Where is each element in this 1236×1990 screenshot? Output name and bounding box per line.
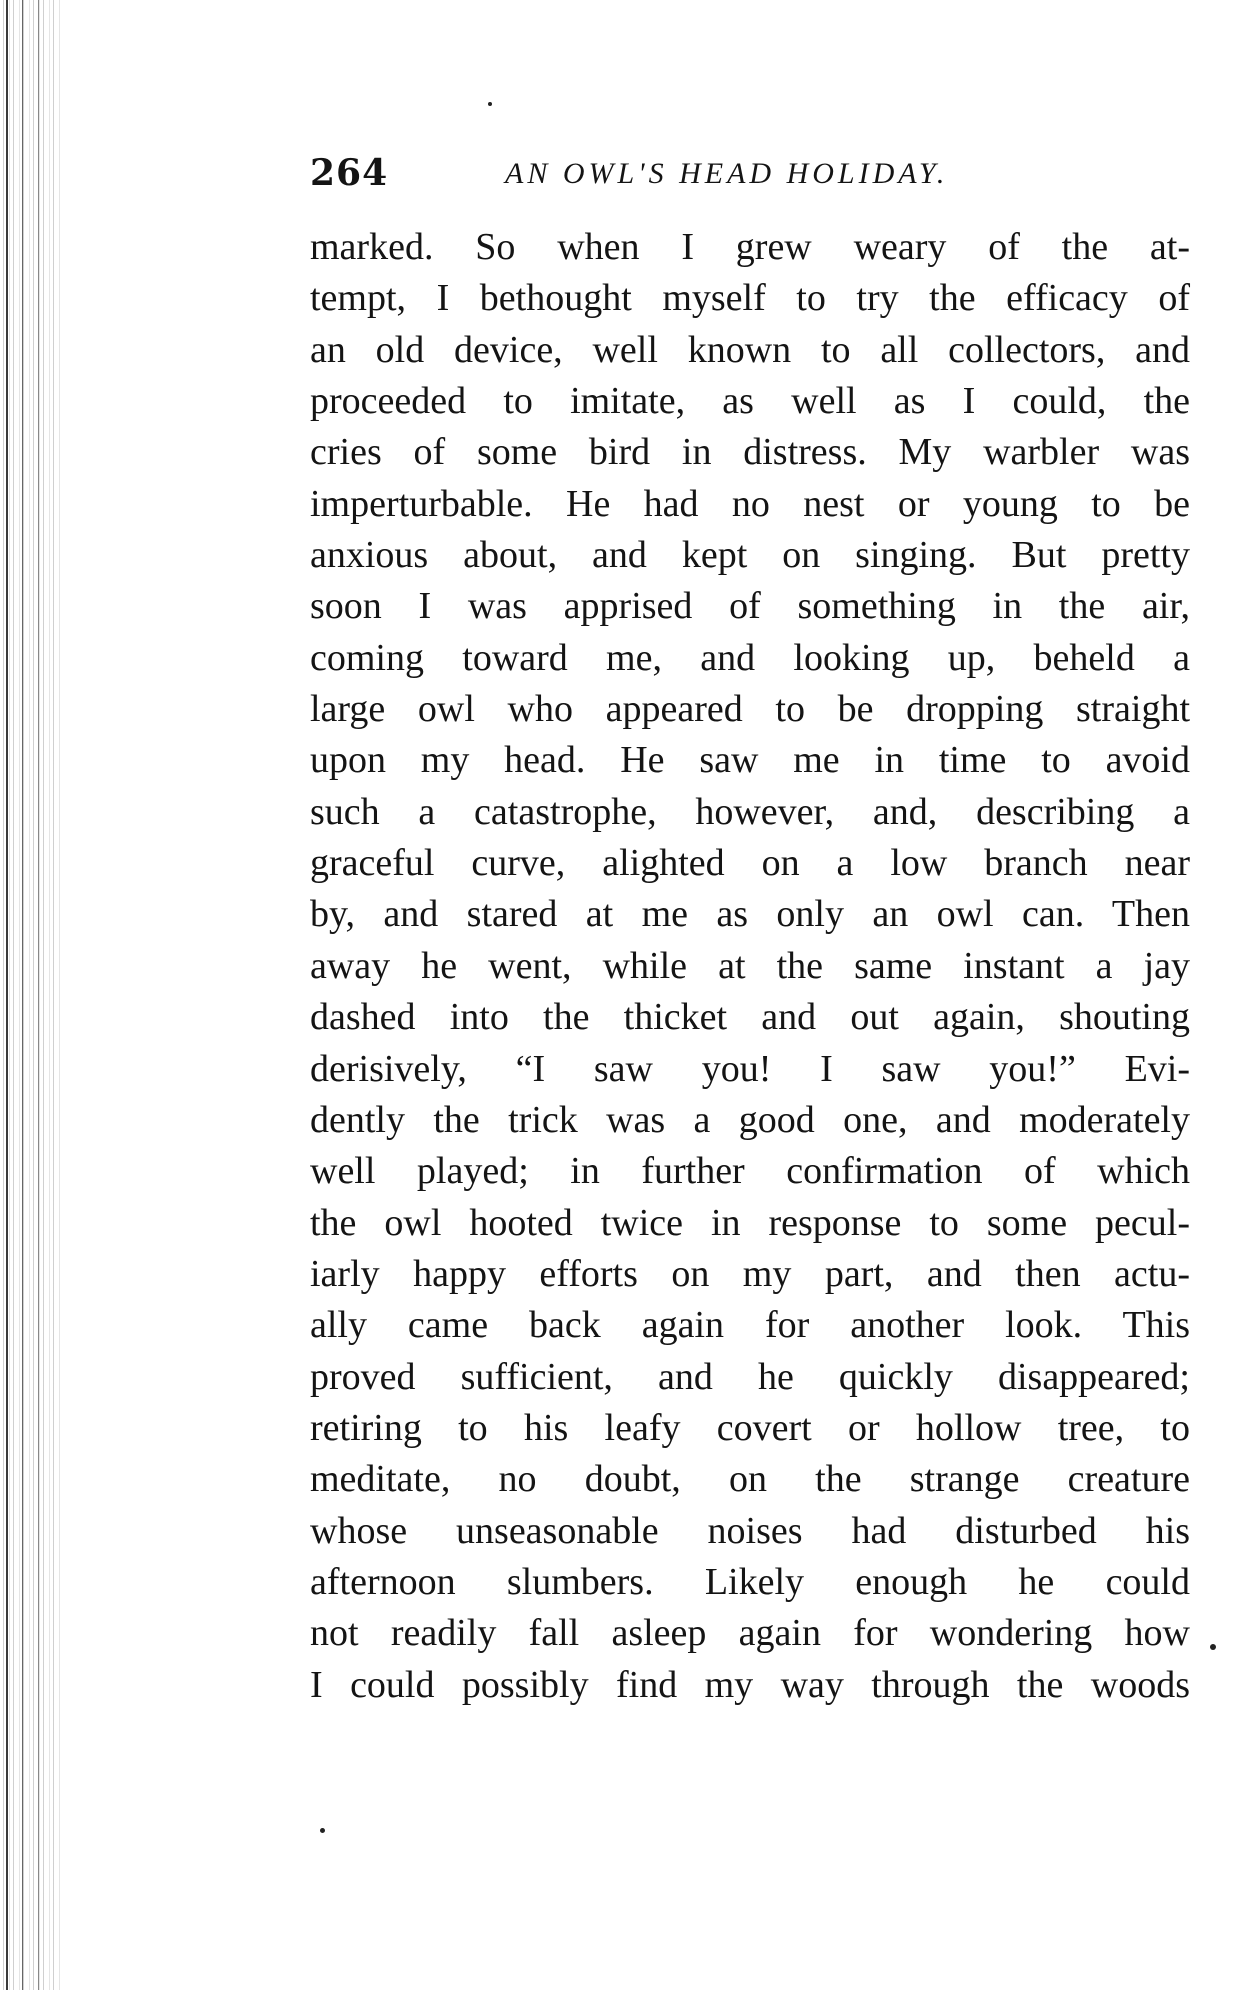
text-line: dashed into the thicket and out again, shouting [310, 996, 1190, 1039]
text-line: derisively, “I saw you! I saw you!” Evi- [310, 1047, 1190, 1090]
print-speck [320, 1828, 325, 1833]
text-line: marked. So when I grew weary of the at- [310, 226, 1190, 268]
text-line: upon my head. He saw me in time to avoid [310, 739, 1190, 782]
text-line: by, and stared at me as only an owl can. Then [310, 893, 1190, 936]
print-speck [488, 102, 492, 106]
text-line: proved sufficient, and he quickly disappeared; [310, 1355, 1190, 1398]
text-line: not readily fall asleep again for wondering how [310, 1612, 1190, 1655]
text-line: cries of some bird in distress. My warbler was [310, 431, 1190, 474]
binding-edge-line [22, 0, 23, 1990]
text-line: away he went, while at the same instant a jay [310, 944, 1190, 987]
binding-edge-line [6, 0, 8, 1990]
text-line: dently the trick was a good one, and moderately [310, 1098, 1190, 1141]
text-line: afternoon slumbers. Likely enough he could [310, 1560, 1190, 1603]
body-text [310, 222, 1190, 1711]
text-line: coming toward me, and looking up, beheld a [310, 636, 1190, 679]
text-line: proceeded to imitate, as well as I could, the [310, 380, 1190, 423]
binding-edge-line [38, 0, 39, 1990]
text-line: ally came back again for another look. This [310, 1304, 1190, 1347]
text-line: the owl hooted twice in response to some pecul- [310, 1201, 1190, 1244]
text-line: such a catastrophe, however, and, describing a [310, 790, 1190, 833]
text-line: graceful curve, alighted on a low branch near [310, 842, 1190, 885]
page-number: 264 [310, 152, 389, 194]
page-header [310, 148, 1190, 198]
text-line: whose unseasonable noises had disturbed his [310, 1509, 1190, 1552]
text-line: I could possibly find my way through the woods [310, 1663, 1190, 1706]
text-line: soon I was apprised of something in the air, [310, 585, 1190, 628]
running-head: AN OWL'S HEAD HOLIDAY. [505, 157, 949, 190]
text-line: meditate, no doubt, on the strange creature [310, 1458, 1190, 1501]
text-line: retiring to his leafy covert or hollow tree, to [310, 1406, 1190, 1449]
print-speck [1210, 1644, 1216, 1650]
text-line: anxious about, and kept on singing. But pretty [310, 534, 1190, 577]
text-line: iarly happy efforts on my part, and then actu- [310, 1252, 1190, 1295]
text-line: imperturbable. He had no nest or young to be [310, 482, 1190, 525]
text-line: well played; in further confirmation of which [310, 1150, 1190, 1193]
text-line: large owl who appeared to be dropping straight [310, 688, 1190, 731]
binding-gutter [0, 0, 60, 1990]
text-line: tempt, I bethought myself to try the efficacy of [310, 277, 1190, 320]
text-line: an old device, well known to all collectors, and [310, 328, 1190, 371]
